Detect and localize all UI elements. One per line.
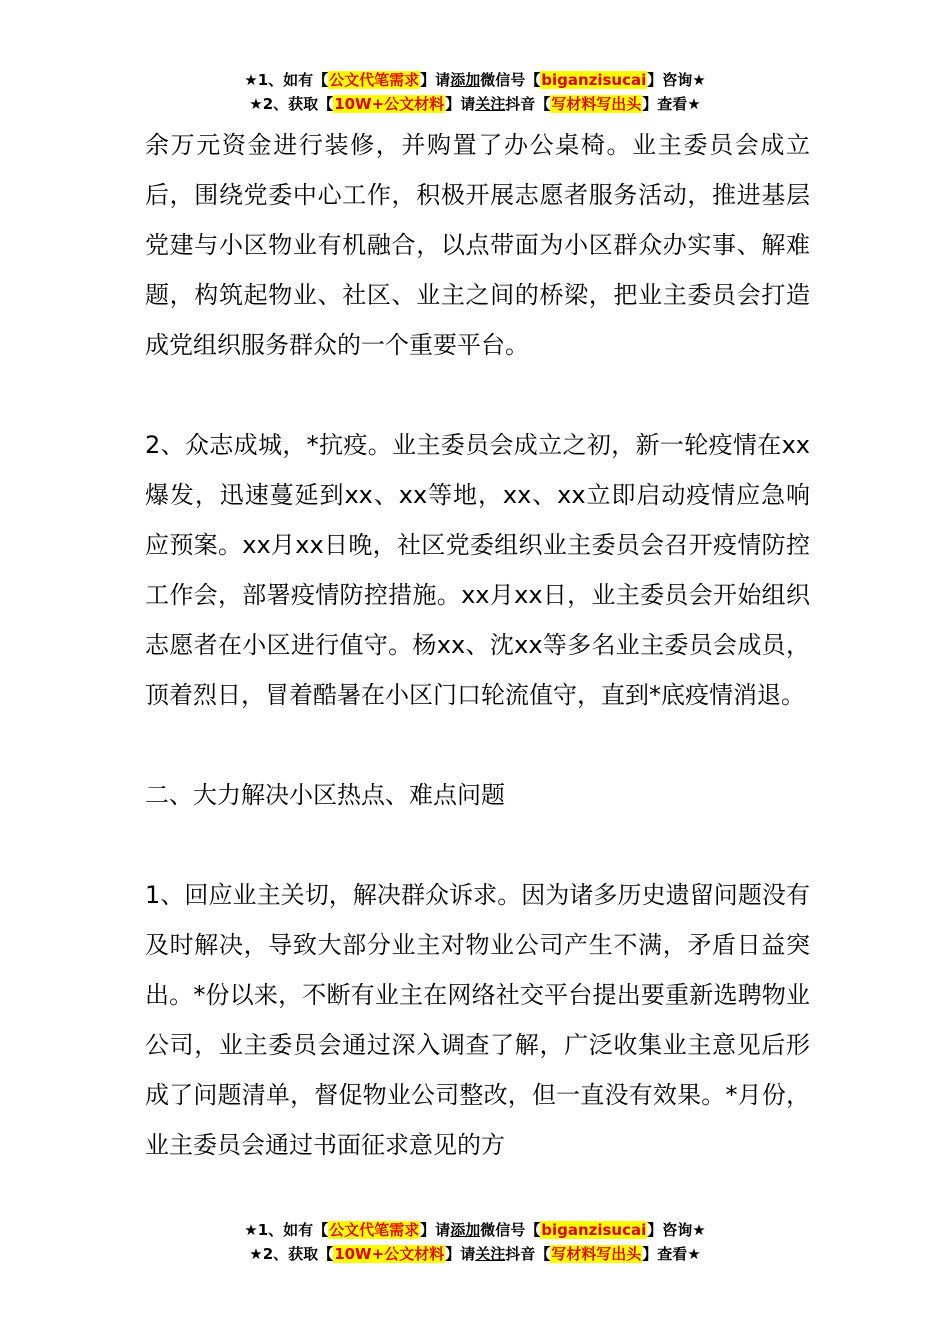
banner-line-2: ★2、获取【10W+公文材料】请关注抖音【写材料写出头】查看★: [249, 95, 701, 113]
document-body: [145, 120, 810, 1170]
banner-line-2: ★2、获取【10W+公文材料】请关注抖音【写材料写出头】查看★: [249, 1245, 701, 1263]
paragraph-gap: [145, 720, 810, 770]
highlight-service: 公文代笔需求: [329, 71, 420, 89]
highlight-materials: 10W+公文材料: [334, 95, 445, 113]
banner-line-1: ★1、如有【公文代笔需求】请添加微信号【biganzisucai】咨询★: [244, 1221, 706, 1239]
paragraph-1: 余万元资金进行装修，并购置了办公桌椅。业主委员会成立后，围绕党委中心工作，积极开展志愿者服务活动，推进基层党建与小区物业有机融合，以点带面为小区群众办实事、解难题，构筑起物业、社区、业主之间的桥梁，把业主委员会打造成党组织服务群众的一个重要平台。: [145, 131, 810, 359]
highlight-douyin-id: 写材料写出头: [551, 1245, 642, 1263]
banner-line-1: ★1、如有【公文代笔需求】请添加微信号【biganzisucai】咨询★: [244, 71, 706, 89]
highlight-douyin-id: 写材料写出头: [551, 95, 642, 113]
paragraph-3: 1、回应业主关切，解决群众诉求。因为诸多历史遗留问题没有及时解决，导致大部分业主对物业公司产生不满，矛盾日益突出。*份以来，不断有业主在网络社交平台提出要重新选聘物业公司，业主委员会通过深入调查了解，广泛收集业主意见后形成了问题清单，督促物业公司整改，但一直没有效果。*月份，业主委员会通过书面征求意见的方: [145, 881, 810, 1159]
section-heading: 二、大力解决小区热点、难点问题: [145, 781, 505, 809]
footer-banner: [0, 1218, 950, 1266]
highlight-service: 公文代笔需求: [329, 1221, 420, 1239]
highlight-wechat-id: biganzisucai: [541, 71, 647, 89]
highlight-wechat-id: biganzisucai: [541, 1221, 647, 1239]
header-banner: [0, 68, 950, 116]
highlight-materials: 10W+公文材料: [334, 1245, 445, 1263]
paragraph-gap: [145, 820, 810, 870]
paragraph-gap: [145, 370, 810, 420]
paragraph-2: 2、众志成城，*抗疫。业主委员会成立之初，新一轮疫情在xx爆发，迅速蔓延到xx、xx等地，xx、xx立即启动疫情应急响应预案。xx月xx日晚，社区党委组织业主委员会召开疫情防控工作会，部署疫情防控措施。xx月xx日，业主委员会开始组织志愿者在小区进行值守。杨xx、沈xx等多名业主委员会成员，顶着烈日，冒着酷暑在小区门口轮流值守，直到*底疫情消退。: [145, 431, 810, 709]
